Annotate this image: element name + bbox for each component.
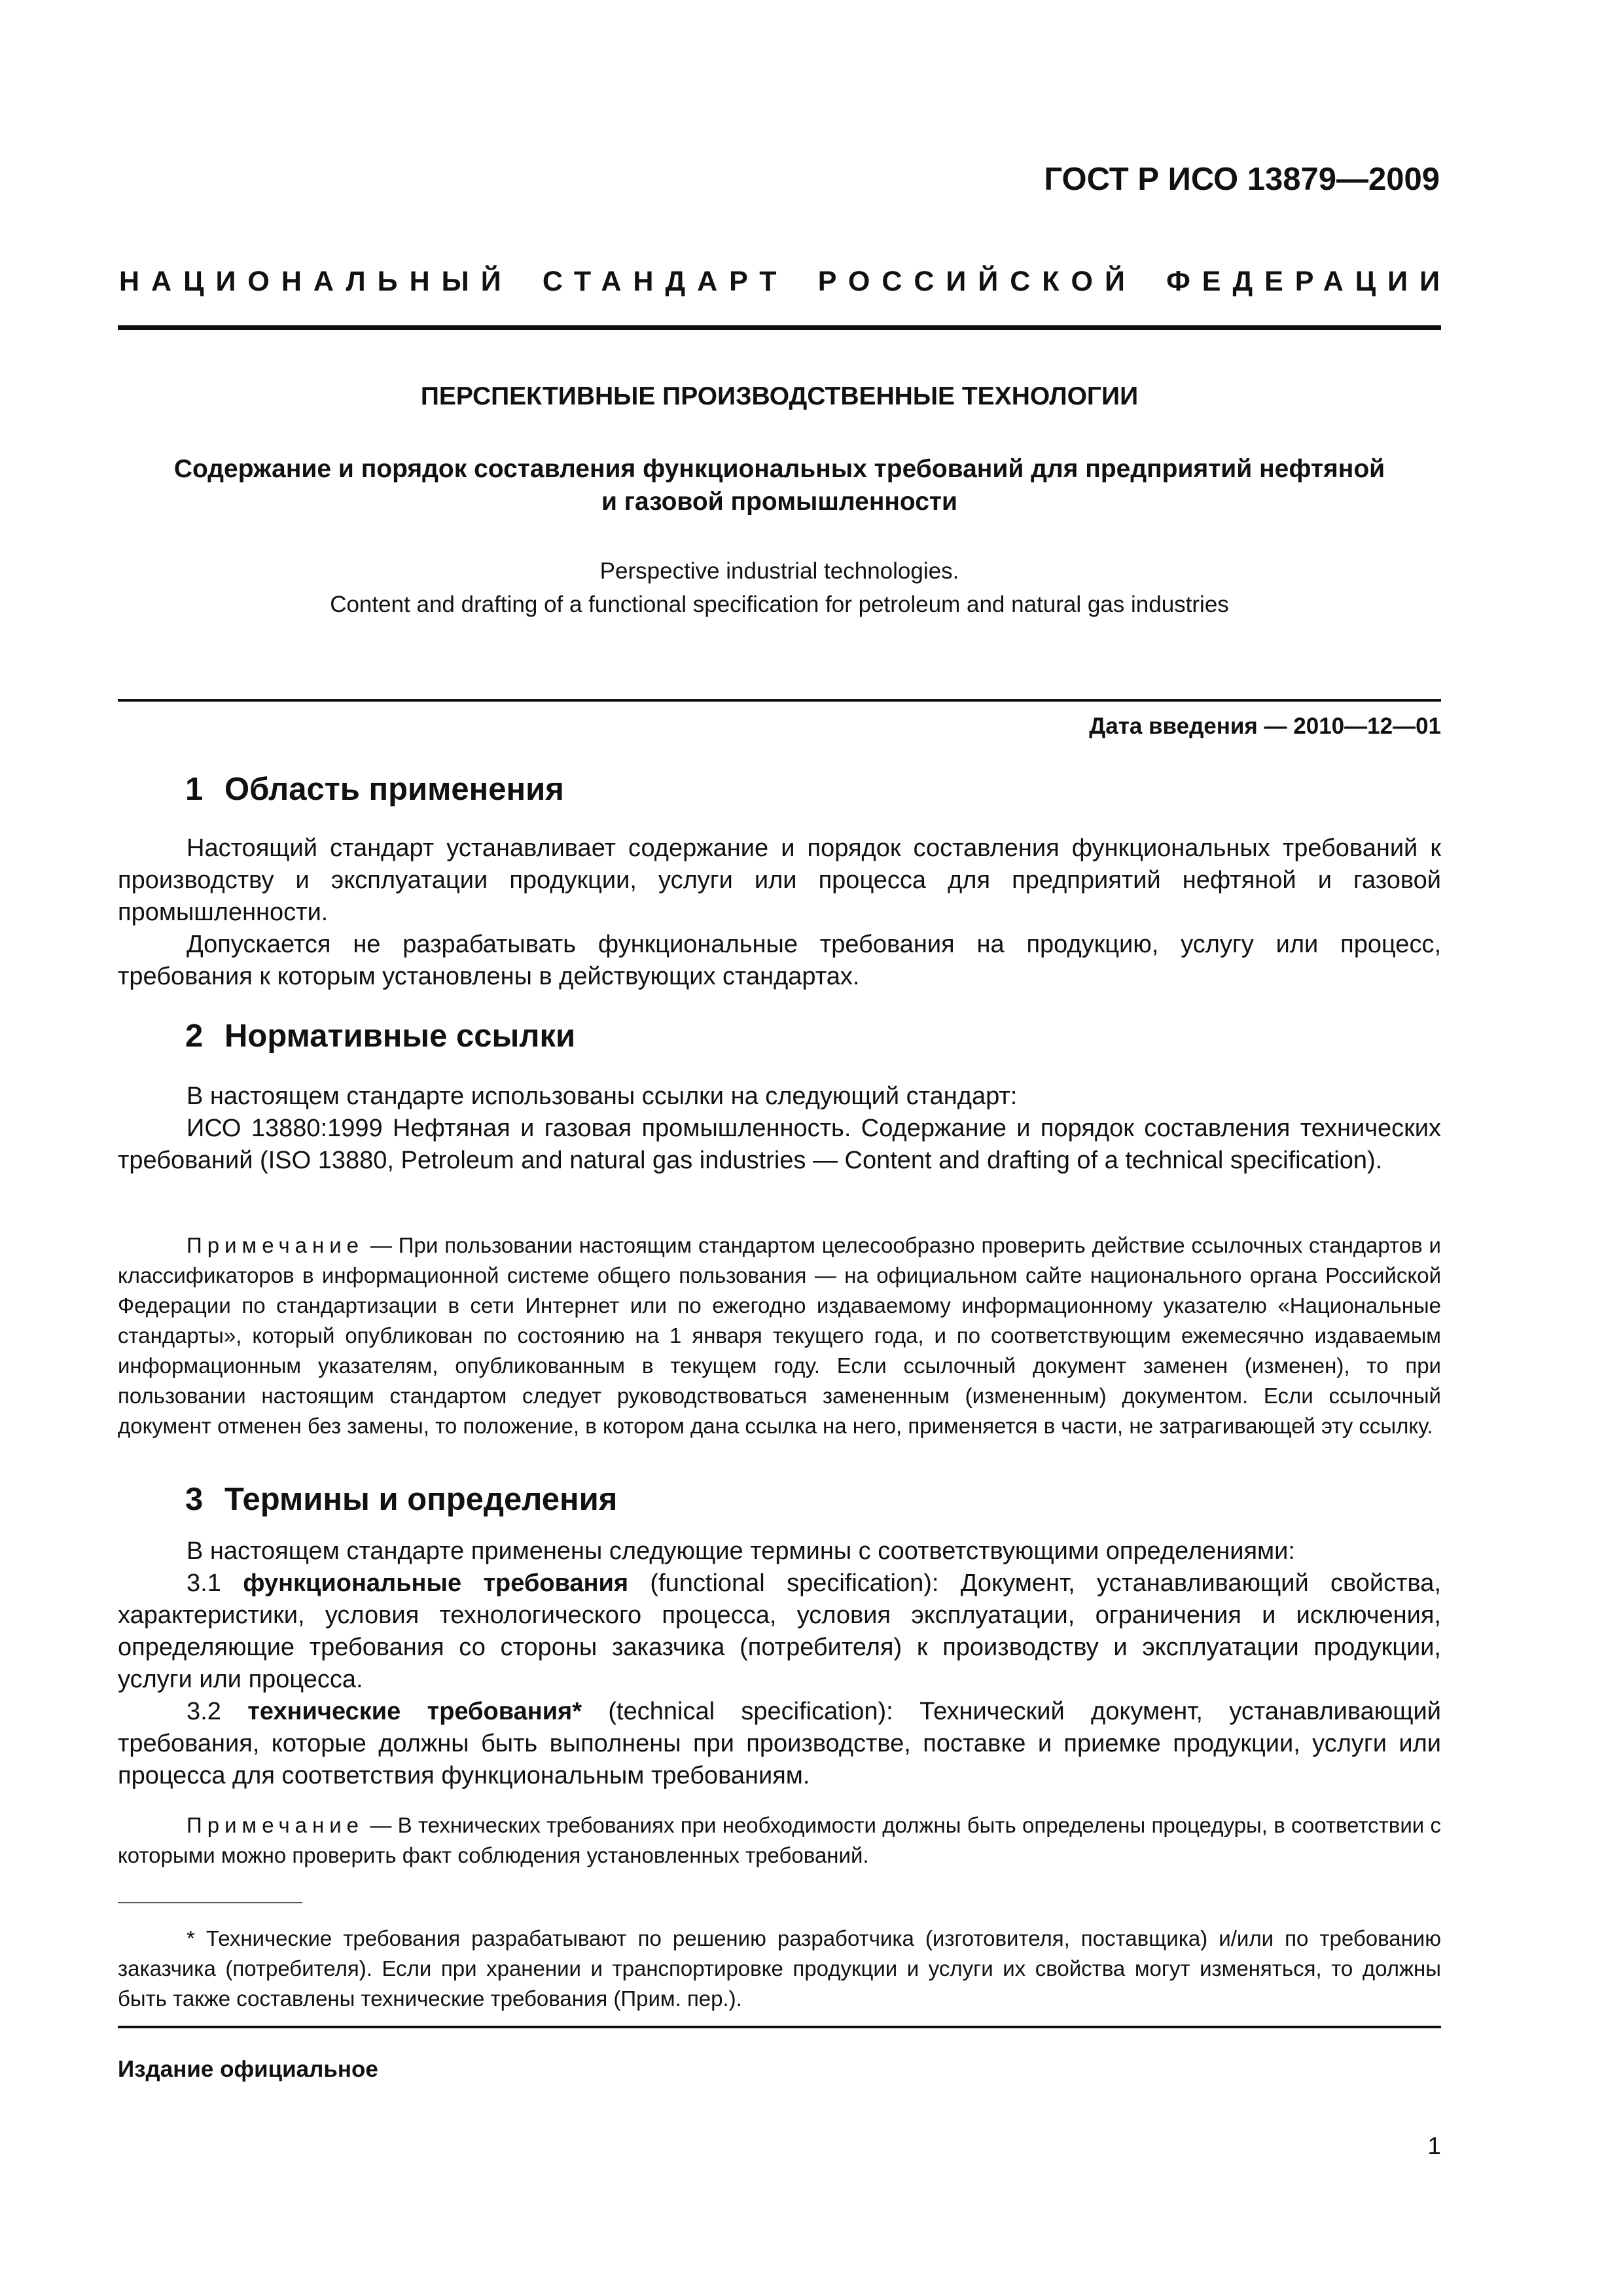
note-label: Примечание bbox=[187, 1233, 365, 1257]
title-divider bbox=[118, 699, 1441, 702]
term-number: 3.1 bbox=[187, 1570, 221, 1597]
paragraph: В настоящем стандарте применены следующие термины с соответствующими определениями: bbox=[187, 1537, 1295, 1565]
section-2-note bbox=[118, 1230, 1441, 1441]
title-russian-line: Содержание и порядок составления функциональных требований для предприятий нефтяной bbox=[173, 455, 1385, 483]
section-number: 3 bbox=[185, 1482, 204, 1517]
footer-divider bbox=[118, 2026, 1441, 2028]
note-label: Примечание bbox=[187, 1813, 365, 1837]
section-3-note bbox=[118, 1810, 1441, 1871]
footnote bbox=[118, 1924, 1441, 2014]
section-2-body bbox=[118, 1081, 1441, 1177]
national-standard-word: ФЕДЕРАЦИИ bbox=[1166, 266, 1452, 297]
paragraph: В настоящем стандарте использованы ссылки на следующий стандарт: bbox=[187, 1083, 1018, 1110]
section-1-body bbox=[118, 833, 1441, 993]
introduction-date: Дата введения — 2010—12—01 bbox=[1089, 713, 1441, 739]
section-number: 1 bbox=[185, 772, 204, 807]
page-number: 1 bbox=[1427, 2132, 1441, 2159]
section-title: Нормативные ссылки bbox=[224, 1018, 576, 1054]
term-number: 3.2 bbox=[187, 1698, 221, 1725]
paragraph: Настоящий стандарт устанавливает содержание и порядок составления функциональных требований к производству и эксплуатации продукции, услуги или процесса для предприятий нефтяной и газовой промышленности. bbox=[118, 834, 1441, 926]
term-definition bbox=[118, 1696, 1441, 1792]
national-standard-word: СТАНДАРТ bbox=[542, 266, 789, 297]
national-standard-word: РОССИЙСКОЙ bbox=[817, 266, 1137, 297]
standard-designation: ГОСТ Р ИСО 13879—2009 bbox=[1044, 162, 1440, 197]
footnote-text: * Технические требования разрабатывают по решению разработчика (изготовителя, поставщика) и/или по требованию заказчика (потребителя). Если при хранении и транспортировке продукции и услуги их свойства могут изменяться, то должны быть также составлены технические требования (Прим. пер.). bbox=[118, 1926, 1441, 2011]
section-3-heading bbox=[118, 1481, 1441, 1518]
national-standard-word: НАЦИОНАЛЬНЫЙ bbox=[119, 266, 513, 297]
header-divider bbox=[118, 325, 1441, 330]
section-3-body bbox=[118, 1535, 1441, 1792]
note-text: — При пользовании настоящим стандартом целесообразно проверить действие ссылочных стандартов и классификаторов в информационной системе общего пользования — на официальном сайте национального органа Российской Федерации по стандартизации в сети Интернет или по ежегодно издаваемому информационному указателю «Национальные стандарты», который опубликован по состоянию на 1 января текущего года, и по соответствующим ежемесячно издаваемым информационным указателям, опубликованным в текущем году. Если ссылочный документ заменен (изменен), то при пользовании настоящим стандартом следует руководствоваться замененным (измененным) документом. Если ссылочный документ отменен без замены, то положение, в котором дана ссылка на него, применяется в части, не затрагивающей эту ссылку. bbox=[118, 1233, 1441, 1438]
term-name: технические требования* bbox=[247, 1698, 582, 1725]
title-english-line: Perspective industrial technologies. bbox=[599, 558, 959, 584]
title-english-line: Content and drafting of a functional specification for petroleum and natural gas industries bbox=[330, 592, 1229, 617]
title-group: ПЕРСПЕКТИВНЫЕ ПРОИЗВОДСТВЕННЫЕ ТЕХНОЛОГИИ bbox=[420, 382, 1139, 410]
term-name: функциональные требования bbox=[243, 1570, 629, 1597]
footnote-separator bbox=[118, 1902, 302, 1903]
section-number: 2 bbox=[185, 1018, 204, 1054]
title-english bbox=[118, 554, 1441, 621]
title-russian-line: и газовой промышленности bbox=[601, 488, 958, 516]
note-paragraph bbox=[118, 1230, 1441, 1441]
note-paragraph bbox=[118, 1810, 1441, 1871]
section-title: Область применения bbox=[224, 772, 564, 807]
term-text: (functional specification): Документ, устанавливающий свойства, характеристики, условия технологического процесса, условия эксплуатации, ограничения и исключения, определяющие требования со стороны заказчика (потребителя) к производству и эксплуатации продукции, услуги или процесса. bbox=[118, 1570, 1441, 1693]
reference-item: ИСО 13880:1999 Нефтяная и газовая промышленность. Содержание и порядок составления технических требований (ISO 13880, Petroleum and natural gas industries — Content and drafting of a technical specification). bbox=[118, 1115, 1441, 1174]
section-title: Термины и определения bbox=[224, 1482, 618, 1517]
note-text: — В технических требованиях при необходимости должны быть определены процедуры, в соответствии с которыми можно проверить факт соблюдения установленных требований. bbox=[118, 1813, 1441, 1867]
term-text: (technical specification): Технический документ, устанавливающий требования, которые должны быть выполнены при производстве, поставке и приемке продукции, услуги или процесса для соответствия функциональным требованиям. bbox=[118, 1698, 1441, 1789]
national-standard-heading bbox=[119, 266, 1452, 298]
official-edition-label: Издание официальное bbox=[118, 2056, 378, 2082]
term-definition bbox=[118, 1568, 1441, 1696]
section-2-heading bbox=[118, 1018, 1441, 1054]
title-russian bbox=[118, 453, 1441, 518]
paragraph: Допускается не разрабатывать функциональные требования на продукцию, услугу или процесс, требования к которым установлены в действующих стандартах. bbox=[118, 931, 1441, 990]
section-1-heading bbox=[118, 771, 1441, 808]
